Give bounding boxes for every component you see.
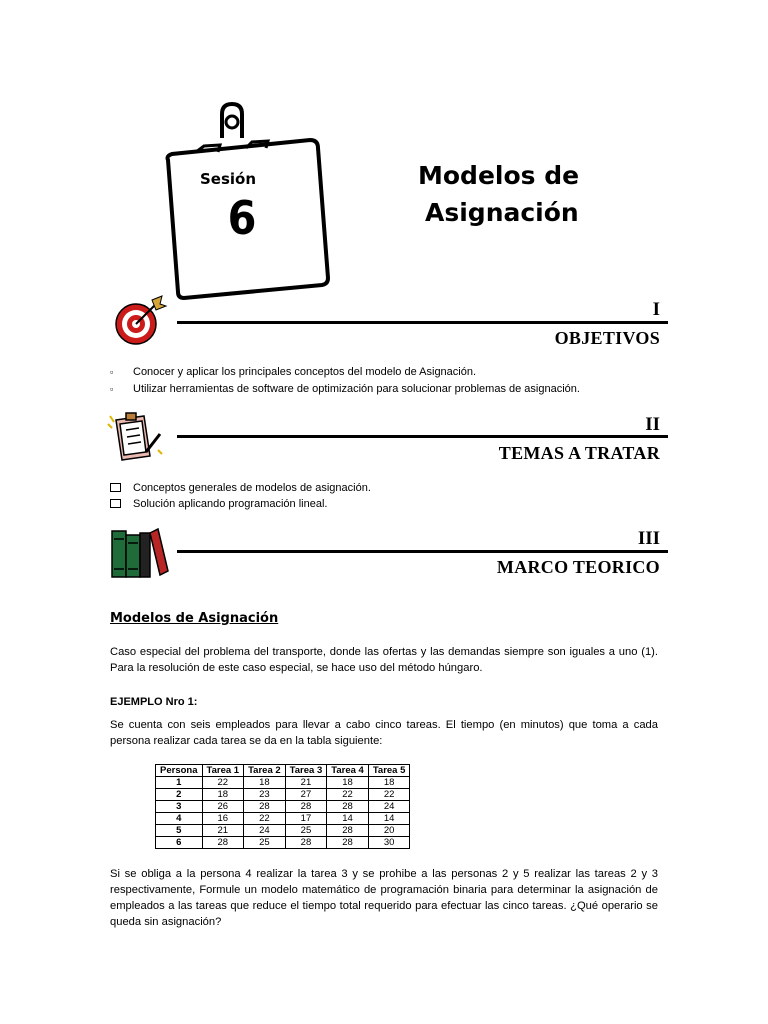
table-cell: 14 — [368, 813, 410, 825]
table-cell: 26 — [202, 801, 244, 813]
table-row — [156, 825, 410, 837]
page-title-line1: Modelos de — [418, 161, 580, 190]
table-header-cell: Tarea 2 — [244, 765, 286, 777]
section-1-title: OBJETIVOS — [554, 328, 660, 348]
table-cell: 14 — [327, 813, 369, 825]
table-cell: 1 — [156, 777, 203, 789]
page-title-line2: Asignación — [425, 198, 579, 227]
section-3-rule — [177, 550, 668, 553]
table-cell: 30 — [368, 837, 410, 849]
table-cell: 17 — [285, 813, 327, 825]
table-cell: 28 — [285, 837, 327, 849]
closing-text: Si se obliga a la persona 4 realizar la tarea 3 y se prohibe a las personas 2 y 5 realizar las tareas 2 y 3 respectivamente, Formule un modelo matemático de programación binaria para determinar la asignación de empleados a las tareas que reduce el tiempo total requerido para efectuar las cinco tareas. ¿Qué operario se queda sin asignación? — [110, 868, 658, 928]
table-row — [156, 837, 410, 849]
list-box-icon — [110, 496, 122, 512]
table-cell: 22 — [327, 789, 369, 801]
table-header-cell: Tarea 5 — [368, 765, 410, 777]
table-cell: 28 — [244, 801, 286, 813]
table-header-cell: Tarea 4 — [327, 765, 369, 777]
table-cell: 2 — [156, 789, 203, 801]
table-cell: 18 — [368, 777, 410, 789]
table-cell: 3 — [156, 801, 203, 813]
table-header-row — [156, 765, 410, 777]
table-cell: 22 — [368, 789, 410, 801]
table-cell: 28 — [202, 837, 244, 849]
section-2-rule — [177, 435, 668, 438]
section-2-title: TEMAS A TRATAR — [498, 443, 660, 463]
table-row — [156, 777, 410, 789]
table-cell: 28 — [327, 825, 369, 837]
table-row — [156, 801, 410, 813]
table-header-cell: Tarea 3 — [285, 765, 327, 777]
table-cell: 18 — [202, 789, 244, 801]
table-header-cell: Persona — [156, 765, 203, 777]
table-cell: 25 — [285, 825, 327, 837]
table-cell: 24 — [244, 825, 286, 837]
bullet-icon: ▫ — [110, 367, 114, 377]
table-cell: 25 — [244, 837, 286, 849]
table-row — [156, 789, 410, 801]
table-header-cell: Tarea 1 — [202, 765, 244, 777]
data-table — [155, 764, 410, 849]
section-2-number: II — [645, 414, 660, 435]
session-number: 6 — [227, 191, 257, 245]
books-icon — [108, 525, 170, 581]
target-icon — [112, 294, 168, 346]
table-cell: 21 — [202, 825, 244, 837]
table-cell: 27 — [285, 789, 327, 801]
table-cell: 23 — [244, 789, 286, 801]
table-cell: 18 — [327, 777, 369, 789]
example-text: Se cuenta con seis empleados para llevar a cabo cinco tareas. El tiempo (en minutos) que toma a cada persona realizar cada tarea se da en la tabla siguiente: — [110, 719, 658, 747]
clipboard-icon — [106, 410, 166, 466]
marco-intro: Caso especial del problema del transporte, donde las ofertas y las demandas siempre son iguales a uno (1). Para la resolución de este caso especial, se hace uso del método húngaro. — [110, 646, 658, 674]
section-3-number: III — [637, 528, 660, 549]
marco-heading: Modelos de Asignación — [110, 611, 279, 626]
example-title: EJEMPLO Nro 1: — [110, 696, 198, 708]
table-cell: 6 — [156, 837, 203, 849]
bullet-icon: ▫ — [110, 384, 114, 394]
section-1-rule — [177, 321, 668, 324]
list-box-icon — [110, 480, 122, 496]
table-cell: 24 — [368, 801, 410, 813]
table-cell: 4 — [156, 813, 203, 825]
table-cell: 22 — [202, 777, 244, 789]
table-cell: 21 — [285, 777, 327, 789]
table-cell: 18 — [244, 777, 286, 789]
session-label: Sesión — [200, 170, 257, 188]
table-cell: 20 — [368, 825, 410, 837]
table-cell: 5 — [156, 825, 203, 837]
table-cell: 28 — [285, 801, 327, 813]
table-cell: 16 — [202, 813, 244, 825]
table-cell: 28 — [327, 837, 369, 849]
table-cell: 22 — [244, 813, 286, 825]
section-3-title: MARCO TEORICO — [496, 557, 660, 577]
section-1-number: I — [652, 299, 660, 320]
table-row — [156, 813, 410, 825]
table-cell: 28 — [327, 801, 369, 813]
